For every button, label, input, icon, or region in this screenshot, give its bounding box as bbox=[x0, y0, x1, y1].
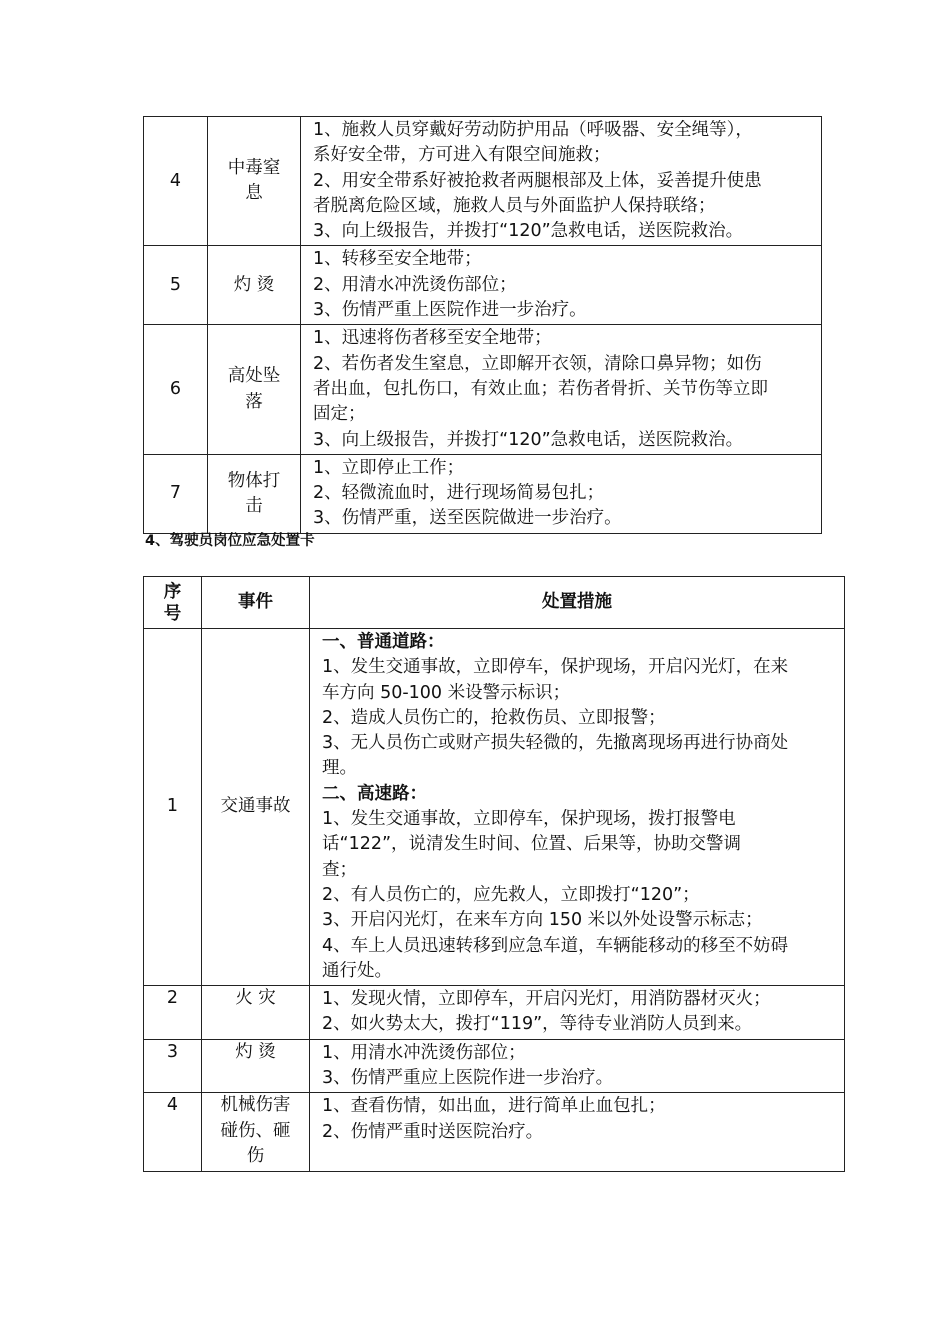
event-name-line: 击 bbox=[245, 495, 263, 516]
measure-line: 1、发现火情，立即停车，开启闪光灯，用消防器材灭火； bbox=[322, 989, 771, 1010]
measure-line: 2、如火势太大，拨打“119”，等待专业消防人员到来。 bbox=[322, 1014, 753, 1035]
table-row bbox=[144, 454, 822, 533]
measure-line: 3、伤情严重上医院作进一步治疗。 bbox=[313, 300, 587, 321]
section-heading: 4、驾驶员岗位应急处置卡 bbox=[145, 533, 315, 549]
event-name bbox=[202, 629, 310, 986]
event-name bbox=[202, 1093, 310, 1172]
measure-line: 3、向上级报告，并拨打“120”急救电话，送医院救治。 bbox=[313, 429, 744, 450]
table-row bbox=[144, 246, 822, 325]
measure-line: 2、轻微流血时，进行现场简易包扎； bbox=[313, 483, 605, 504]
measure-line: 2、用安全带系好被抢救者两腿根部及上体，妥善提升使患 bbox=[313, 170, 762, 191]
measure-line: 车方向 50-100 米设警示标识； bbox=[322, 682, 571, 703]
table-row bbox=[144, 1093, 845, 1172]
measure-subheading: 二、高速路： bbox=[322, 783, 427, 804]
row-number: 6 bbox=[144, 325, 208, 454]
row-number: 1 bbox=[144, 629, 202, 986]
measure-line: 1、施救人员穿戴好劳动防护用品（呼吸器、安全绳等）， bbox=[313, 120, 753, 140]
table-row bbox=[144, 325, 822, 454]
table-header-row bbox=[144, 577, 845, 629]
event-name bbox=[208, 325, 301, 454]
measure-line: 话“122”，说清发生时间、位置、后果等，协助交警调 bbox=[322, 834, 742, 855]
event-name bbox=[202, 1039, 310, 1093]
event-name-line: 息 bbox=[245, 183, 263, 204]
emergency-table-continued bbox=[143, 116, 822, 534]
measure-line: 查； bbox=[322, 859, 357, 880]
measure-line: 者脱离危险区域，施救人员与外面监护人保持联络； bbox=[313, 195, 716, 216]
table-row bbox=[144, 986, 845, 1040]
measure-subheading: 一、普通道路： bbox=[322, 632, 445, 652]
measure-line: 2、有人员伤亡的，应先救人，立即拨打“120”； bbox=[322, 884, 700, 905]
event-name-line: 机械伤害 bbox=[220, 1095, 291, 1116]
measure-line: 2、若伤者发生窒息，立即解开衣领，清除口鼻异物；如伤 bbox=[313, 353, 762, 374]
measures-cell bbox=[310, 629, 845, 986]
measure-line: 3、伤情严重应上医院作进一步治疗。 bbox=[322, 1068, 614, 1089]
measures-cell bbox=[301, 117, 822, 246]
driver-emergency-table bbox=[143, 576, 845, 1172]
event-name-line: 高处坠 bbox=[227, 366, 281, 387]
row-number: 5 bbox=[144, 246, 208, 325]
table-row bbox=[144, 117, 822, 246]
event-name-line: 灼 烫 bbox=[233, 274, 275, 295]
measures-cell bbox=[310, 986, 845, 1040]
event-name-line: 物体打 bbox=[227, 470, 281, 491]
measure-line: 1、转移至安全地带； bbox=[313, 249, 482, 270]
measure-line: 1、用清水冲洗烫伤部位； bbox=[322, 1042, 526, 1063]
header-no bbox=[144, 577, 202, 629]
event-name-line: 火 灾 bbox=[235, 988, 276, 1009]
event-name bbox=[208, 117, 301, 246]
event-name bbox=[208, 246, 301, 325]
event-name-line: 灼 烫 bbox=[235, 1041, 276, 1062]
measure-line: 2、造成人员伤亡的，抢救伤员、立即报警； bbox=[322, 707, 666, 728]
measure-line: 3、开启闪光灯，在来车方向 150 米以外处设警示标志； bbox=[322, 910, 763, 931]
row-number: 4 bbox=[144, 117, 208, 246]
measures-cell bbox=[301, 246, 822, 325]
measure-line: 理。 bbox=[322, 758, 357, 779]
event-name bbox=[202, 986, 310, 1040]
measure-line: 1、立即停止工作； bbox=[313, 457, 465, 478]
measures-cell bbox=[310, 1093, 845, 1172]
event-name-line: 落 bbox=[245, 391, 263, 412]
header-measures: 处置措施 bbox=[310, 577, 845, 629]
event-name-line: 交通事故 bbox=[220, 796, 291, 817]
measure-line: 2、伤情严重时送医院治疗。 bbox=[322, 1121, 544, 1142]
measure-line: 通行处。 bbox=[322, 960, 392, 981]
table-row bbox=[144, 1039, 845, 1093]
row-number: 2 bbox=[144, 986, 202, 1040]
header-no-line: 号 bbox=[163, 603, 182, 624]
event-name-line: 碰伤、砸 bbox=[220, 1120, 291, 1141]
header-event: 事件 bbox=[202, 577, 310, 629]
event-name-line: 伤 bbox=[246, 1145, 265, 1166]
row-number: 3 bbox=[144, 1039, 202, 1093]
measure-line: 固定； bbox=[313, 404, 366, 425]
event-name bbox=[208, 454, 301, 533]
measure-line: 者出血，包扎伤口，有效止血；若伤者骨折、关节伤等立即 bbox=[313, 378, 768, 399]
header-no-line: 序 bbox=[163, 581, 182, 602]
row-number: 7 bbox=[144, 454, 208, 533]
measure-line: 1、迅速将伤者移至安全地带； bbox=[313, 328, 552, 349]
row-number: 4 bbox=[144, 1093, 202, 1172]
measure-line: 2、用清水冲洗烫伤部位； bbox=[313, 274, 517, 295]
measure-line: 1、发生交通事故，立即停车，保护现场，开启闪光灯，在来 bbox=[322, 657, 789, 678]
measure-line: 系好安全带，方可进入有限空间施救； bbox=[313, 145, 611, 166]
event-name-line: 中毒窒 bbox=[227, 157, 281, 178]
table-row bbox=[144, 629, 845, 986]
measure-line: 3、无人员伤亡或财产损失轻微的，先撤离现场再进行协商处 bbox=[322, 733, 789, 754]
measures-cell bbox=[301, 454, 822, 533]
measure-line: 3、伤情严重，送至医院做进一步治疗。 bbox=[313, 508, 622, 529]
measures-cell bbox=[301, 325, 822, 454]
measure-line: 3、向上级报告，并拨打“120”急救电话，送医院救治。 bbox=[313, 221, 744, 242]
measure-line: 4、车上人员迅速转移到应急车道，车辆能移动的移至不妨碍 bbox=[322, 935, 789, 956]
measures-cell bbox=[310, 1039, 845, 1093]
measure-line: 1、发生交通事故，立即停车，保护现场，拨打报警电 bbox=[322, 809, 736, 830]
measure-line: 1、查看伤情，如出血，进行简单止血包扎； bbox=[322, 1096, 666, 1117]
